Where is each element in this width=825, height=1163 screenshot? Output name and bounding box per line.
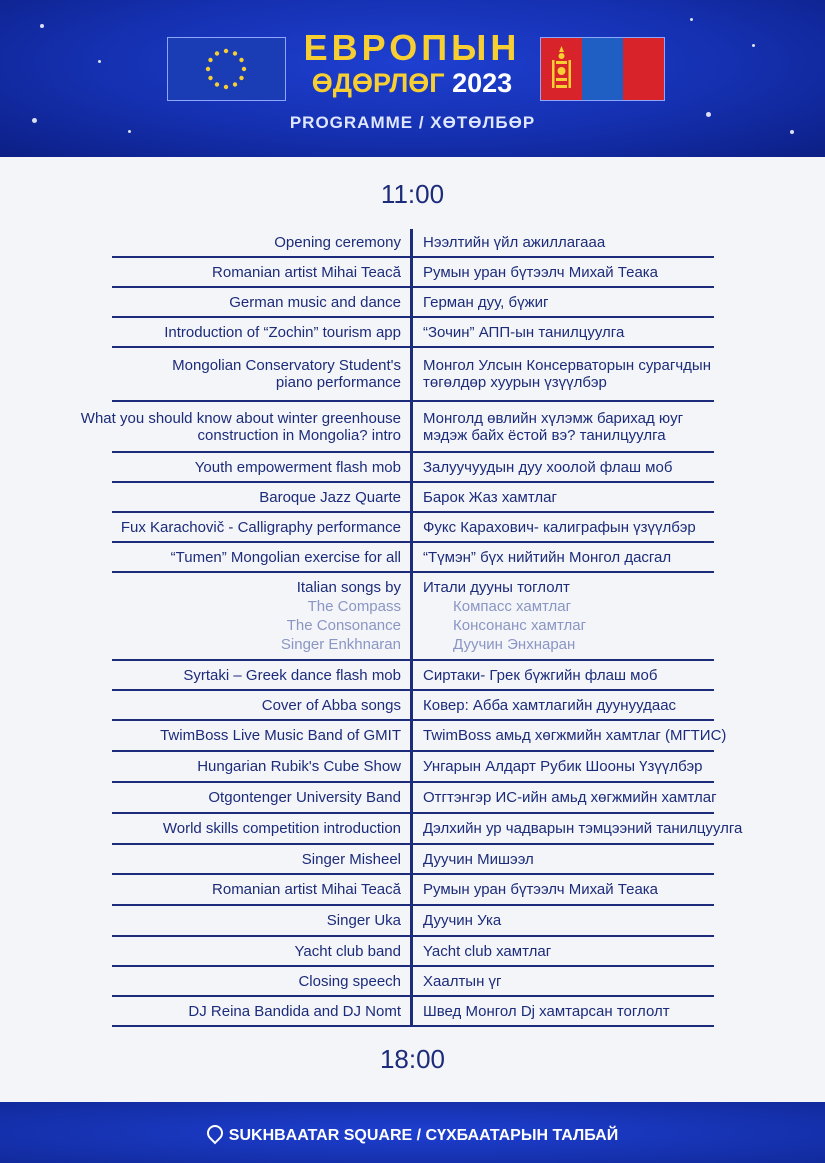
item-mongolian-text: Yacht club хамтлаг [423, 943, 552, 960]
item-english-text: Opening ceremony [274, 234, 401, 251]
item-mongolian-text: Унгарын Алдарт Рубик Шооны Үзүүлбэр [423, 758, 703, 775]
item-english [212, 881, 401, 898]
item-english-text: DJ Reina Bandida and DJ Nomt [188, 1003, 401, 1020]
item-english-text: Singer Uka [326, 912, 401, 929]
programme-row [0, 402, 825, 453]
item-mongolian [423, 727, 726, 744]
item-english-text: Singer Misheel [301, 851, 401, 868]
item-mongolian-text-line2: төгөлдөр хуурын үзүүлбэр [423, 374, 607, 391]
item-mongolian [423, 697, 676, 714]
item-english-text: Otgontenger University Band [208, 789, 401, 806]
item-english-text: Closing speech [298, 973, 401, 990]
item-mongolian [423, 549, 671, 566]
sparkle-decoration [690, 18, 693, 21]
item-english [164, 324, 401, 341]
item-english-text: Romanian artist Mihai Teacă [212, 264, 401, 281]
programme-row [0, 573, 825, 661]
item-english-text: Baroque Jazz Quarte [259, 489, 401, 506]
item-english [197, 758, 401, 775]
item-english-text: Yacht club band [294, 943, 401, 960]
item-english-text: What you should know about winter greenhouse [80, 410, 401, 427]
item-mongolian-text: Залуучуудын дуу хоолой флаш моб [423, 459, 673, 476]
item-mongolian-text: Дуучин Мишээл [423, 851, 534, 868]
location-text: SUKHBAATAR SQUARE / СҮХБААТАРЫН ТАЛБАЙ [228, 1127, 619, 1144]
item-mongolian-text: Отгтэнгэр ИС-ийн амьд хөгжмийн хамтлаг [423, 789, 717, 806]
item-english-text: Cover of Abba songs [261, 697, 401, 714]
item-english [212, 264, 401, 281]
footer-banner [0, 1102, 825, 1163]
item-english [229, 294, 401, 311]
programme-row [0, 967, 825, 997]
item-mongolian [423, 324, 624, 341]
item-english-text: Syrtaki – Greek dance flash mob [183, 667, 401, 684]
item-mongolian [423, 667, 657, 684]
programme-row [0, 906, 825, 937]
item-mongolian-text: Монголд өвлийн хүлэмж барихад юуг [423, 410, 684, 427]
item-english [298, 973, 401, 990]
item-english [327, 912, 401, 929]
item-mongolian [423, 234, 605, 251]
item-mongolian [423, 519, 696, 536]
programme-row [0, 543, 825, 573]
item-english-text: Romanian artist Mihai Teacă [212, 881, 401, 898]
sparkle-decoration [98, 60, 101, 63]
item-english [121, 519, 401, 536]
item-english-text: Hungarian Rubik's Cube Show [197, 758, 401, 775]
row-separator [112, 1025, 714, 1027]
item-mongolian-text: Итали дууны тоглолт [423, 579, 570, 596]
item-mongolian [423, 578, 586, 654]
item-english [281, 578, 401, 654]
item-english [172, 357, 401, 391]
programme-row [0, 318, 825, 348]
programme-row [0, 348, 825, 402]
header-banner [0, 0, 825, 157]
eu-flag-icon [167, 37, 286, 101]
item-mongolian [423, 851, 534, 868]
item-english [163, 820, 401, 837]
item-mongolian-text: Швед Монгол Dj хамтарсан тоглолт [423, 1003, 670, 1020]
item-mongolian [423, 357, 711, 391]
programme-row [0, 875, 825, 906]
item-mongolian-text: Монгол Улсын Консерваторын сурагчдын [423, 357, 711, 374]
item-english [160, 727, 401, 744]
item-mongolian [423, 912, 501, 929]
item-mongolian [423, 264, 658, 281]
item-mongolian [423, 410, 683, 444]
item-english-text: Mongolian Conservatory Student's [172, 357, 401, 374]
item-mongolian-text: Фукс Карахович- калиграфын үзүүлбэр [423, 519, 696, 536]
programme-row [0, 229, 825, 258]
programme-row [0, 288, 825, 318]
sparkle-decoration [752, 44, 755, 47]
item-english [274, 234, 401, 251]
mongolia-flag-icon [540, 37, 665, 101]
start-time: 11:00 [380, 179, 445, 209]
item-mongolian [423, 820, 742, 837]
item-english-text: Fux Karachovič - Calligraphy performance [120, 519, 401, 536]
item-english-text: World skills competition introduction [162, 820, 401, 837]
item-english [188, 1003, 401, 1020]
item-english-performer: The Compass [307, 598, 401, 615]
event-year: 2023 [452, 68, 513, 98]
item-english [195, 459, 401, 476]
item-english-text: “Tumen” Mongolian exercise for all [170, 549, 401, 566]
item-mongolian-text: Нээлтийн үйл ажиллагааа [423, 234, 606, 251]
programme-row [0, 691, 825, 721]
item-mongolian-text: Дэлхийн ур чадварын тэмцээний танилцуулга [423, 820, 743, 837]
item-mongolian [423, 943, 551, 960]
item-mongolian-text: “Зочин” АПП-ын танилцуулга [423, 324, 625, 341]
item-mongolian-performer: Компасс хамтлаг [453, 598, 572, 615]
item-mongolian [423, 973, 502, 990]
item-mongolian-text: Дуучин Ука [423, 912, 502, 929]
item-mongolian-text: TwimBoss амьд хөгжмийн хамтлаг (МГТИС) [423, 727, 727, 744]
item-mongolian [423, 1003, 670, 1020]
item-mongolian-text: Румын уран бүтээлч Михай Теака [423, 881, 659, 898]
event-title: ЕВРОПЫН [303, 27, 521, 68]
item-mongolian-text: Румын уран бүтээлч Михай Теака [423, 264, 659, 281]
item-english-text: Youth empowerment flash mob [194, 459, 401, 476]
item-english [302, 851, 401, 868]
item-english-text: German music and dance [229, 294, 401, 311]
item-mongolian [423, 758, 703, 775]
item-mongolian-performer: Консонанс хамтлаг [453, 617, 587, 634]
programme-subtitle: PROGRAMME / ХӨТӨЛБӨР [289, 113, 536, 132]
end-time: 18:00 [379, 1044, 446, 1074]
item-mongolian-text: Сиртаки- Грек бүжгийн флаш моб [423, 667, 658, 684]
item-english-text: Italian songs by [296, 579, 401, 596]
sparkle-decoration [40, 24, 44, 28]
programme-row [0, 721, 825, 752]
item-english-performer: Singer Enkhnaran [280, 636, 401, 653]
item-english [259, 489, 401, 506]
item-mongolian-text: Хаалтын үг [423, 973, 502, 990]
item-mongolian-performer: Дуучин Энхнаран [453, 636, 576, 653]
programme-row [0, 752, 825, 783]
programme-row [0, 661, 825, 691]
location-pin-icon [203, 1122, 226, 1145]
item-english [183, 667, 401, 684]
programme-row [0, 483, 825, 513]
item-mongolian-text: Барок Жаз хамтлаг [423, 489, 557, 506]
programme-row [0, 997, 825, 1027]
location-line [0, 1125, 825, 1145]
item-mongolian [423, 881, 658, 898]
item-mongolian [423, 459, 672, 476]
item-english [81, 410, 401, 444]
item-english [295, 943, 401, 960]
item-mongolian [423, 789, 717, 806]
item-mongolian-text: Герман дуу, бүжиг [423, 294, 549, 311]
item-english [171, 549, 401, 566]
programme-row [0, 258, 825, 288]
item-english [262, 697, 401, 714]
item-english-text-line2: piano performance [275, 374, 401, 391]
event-title-line2 [296, 69, 528, 97]
item-mongolian [423, 489, 557, 506]
item-english [208, 789, 401, 806]
item-english-text: Introduction of “Zochin” tourism app [164, 324, 401, 341]
programme-row [0, 814, 825, 845]
event-title-word: ӨДӨРЛӨГ [311, 68, 445, 98]
programme-row [0, 937, 825, 967]
programme-row [0, 453, 825, 483]
programme-row [0, 783, 825, 814]
item-english-text: TwimBoss Live Music Band of GMIT [160, 727, 401, 744]
programme-row [0, 845, 825, 875]
item-mongolian-text: Ковер: Абба хамтлагийн дуунуудаас [423, 697, 677, 714]
item-english-text-line2: construction in Mongolia? intro [197, 427, 401, 444]
item-mongolian-text-line2: мэдэж байх ёстой вэ? танилцуулга [423, 427, 666, 444]
item-mongolian-text: “Түмэн” бүх нийтийн Монгол дасгал [423, 549, 672, 566]
item-mongolian [423, 294, 548, 311]
programme-row [0, 513, 825, 543]
item-english-performer: The Consonance [286, 617, 401, 634]
